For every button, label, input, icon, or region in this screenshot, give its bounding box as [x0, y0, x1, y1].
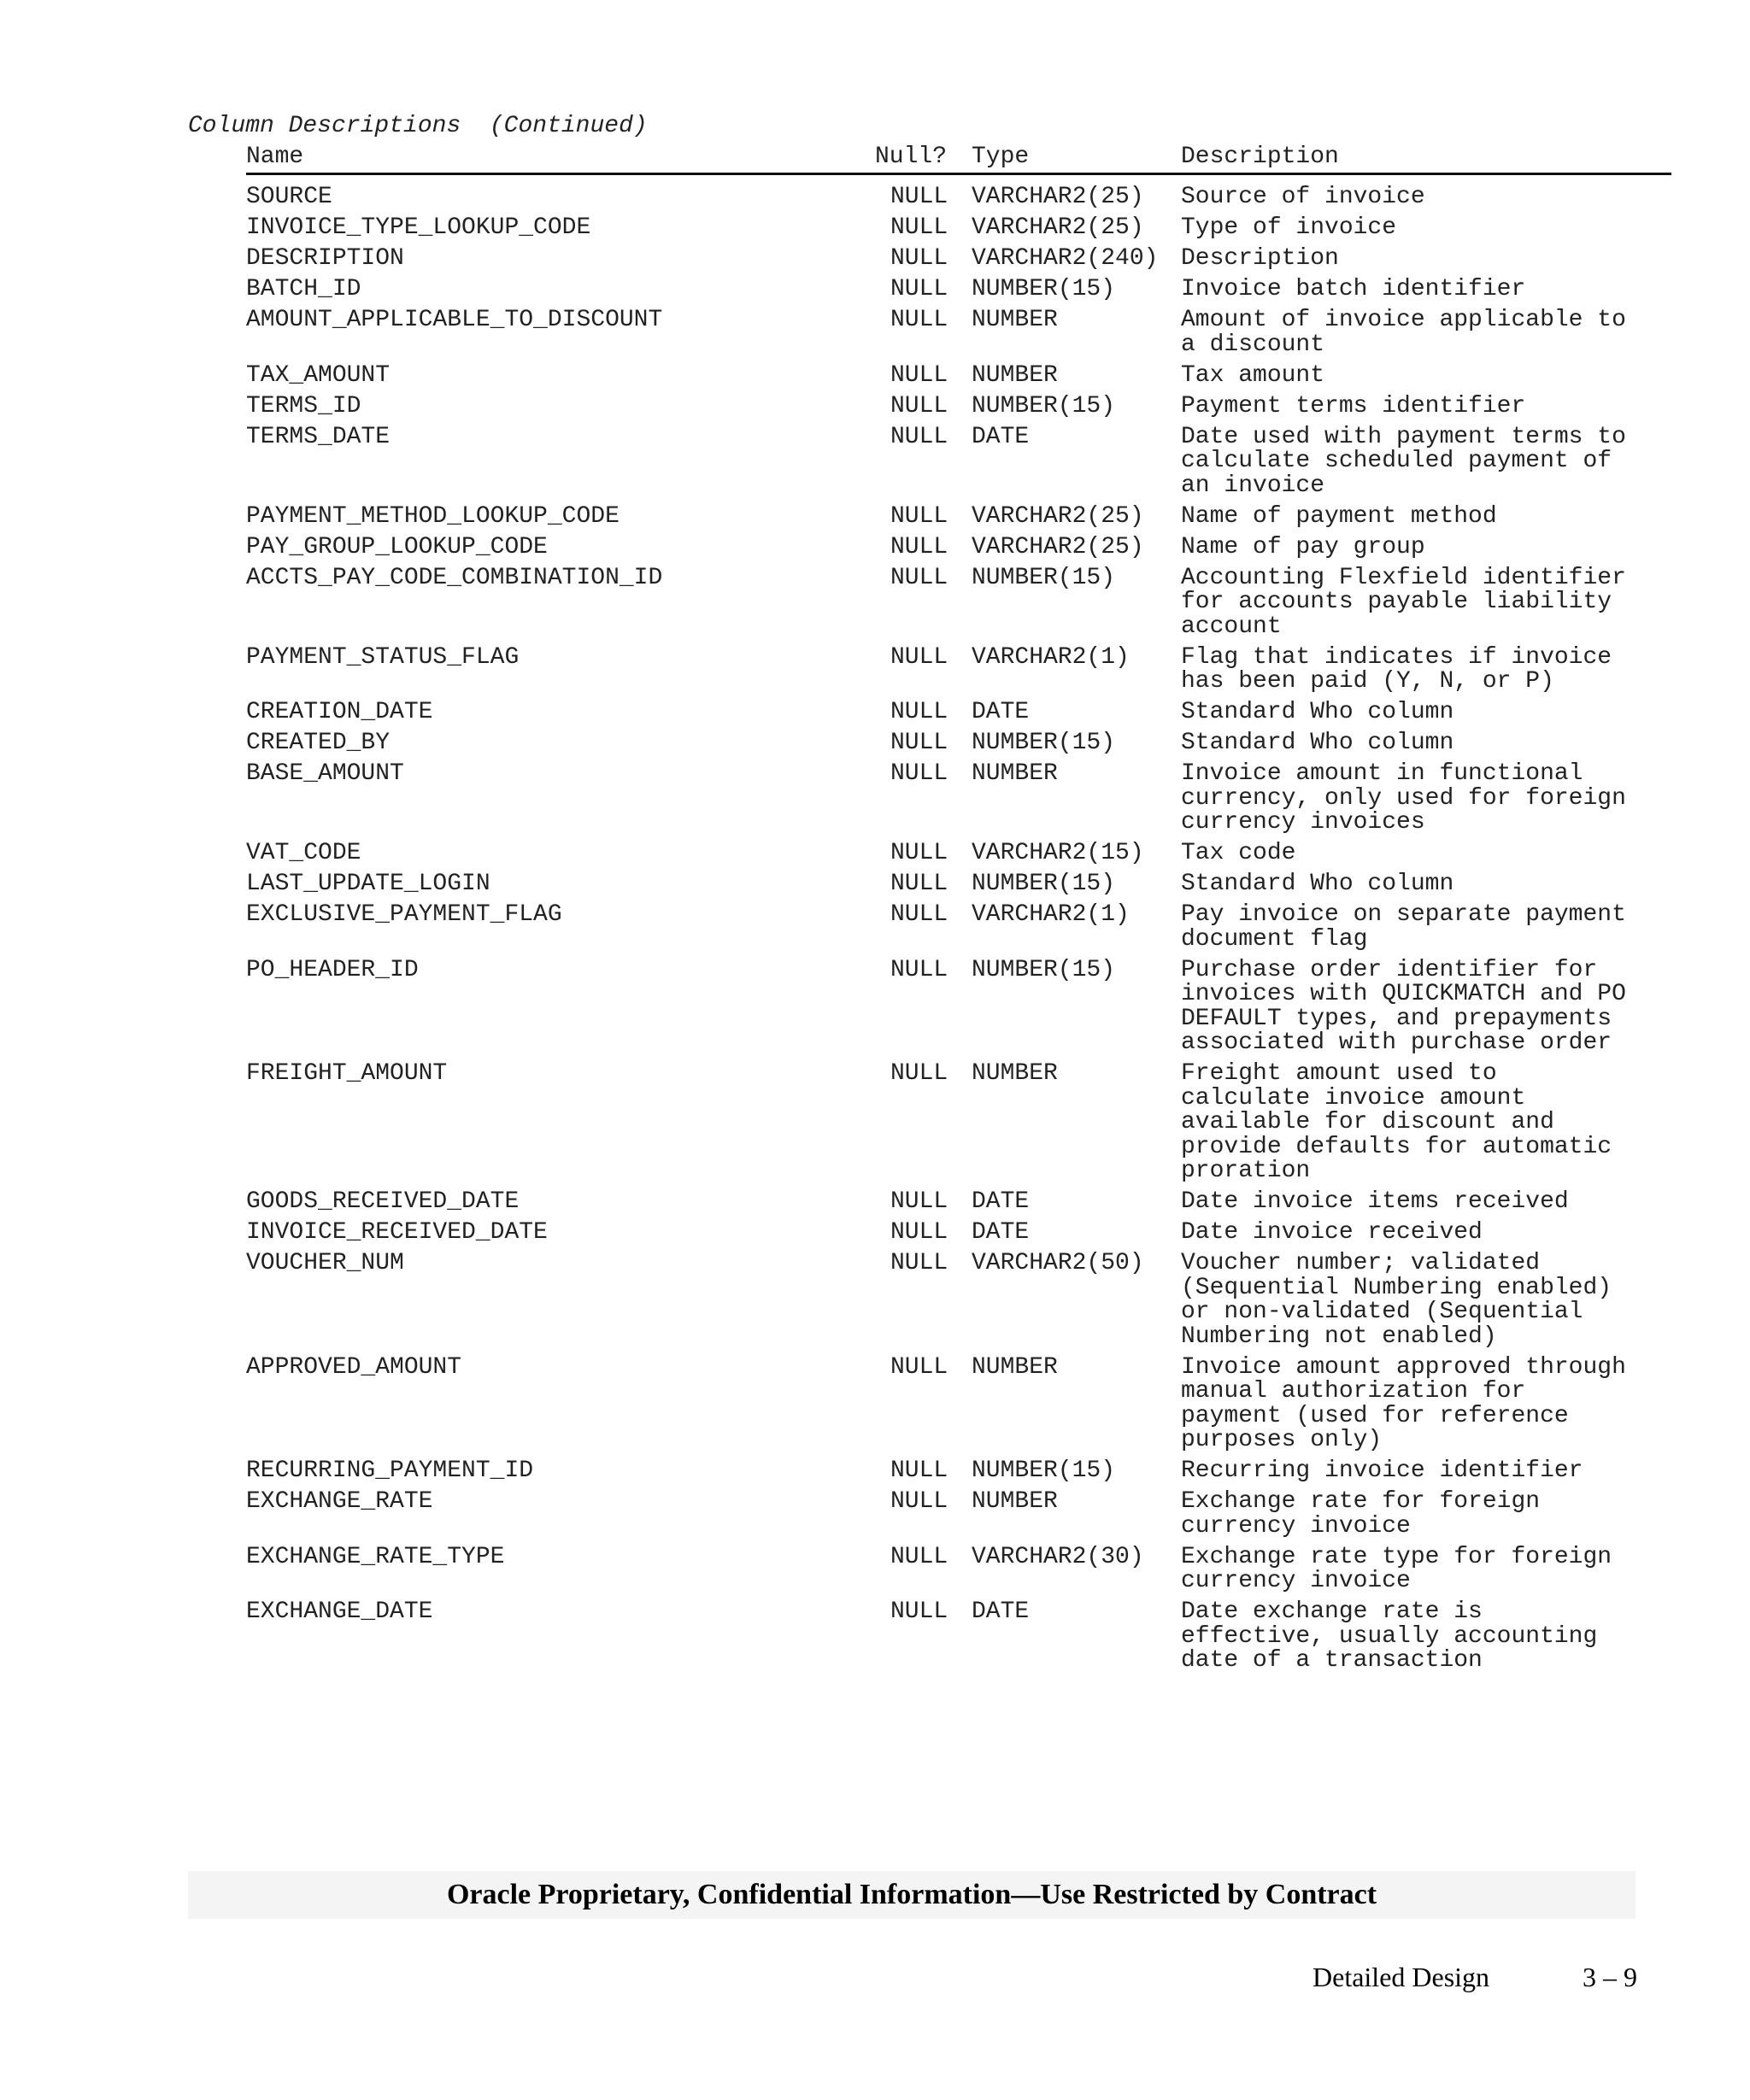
column-name: FREIGHT_AMOUNT [246, 1060, 448, 1087]
table-row [246, 1543, 1671, 1601]
column-null: NULL [890, 184, 948, 210]
column-name: EXCHANGE_RATE_TYPE [246, 1543, 505, 1570]
table-row [246, 425, 1671, 505]
column-description: Invoice amount in functional currency, only used for foreign currency invoices [1181, 760, 1626, 836]
column-type: VARCHAR2(25) [972, 214, 1144, 241]
column-descriptions-table [246, 142, 1671, 1680]
column-name: GOODS_RECEIVED_DATE [246, 1188, 520, 1215]
column-type: VARCHAR2(1) [972, 901, 1130, 928]
column-null: NULL [890, 245, 948, 272]
column-name: PAY_GROUP_LOOKUP_CODE [246, 533, 548, 560]
column-description: Amount of invoice applicable to a discount [1181, 307, 1626, 358]
column-name: LAST_UPDATE_LOGIN [246, 871, 490, 897]
column-null: NULL [890, 307, 948, 333]
column-type: DATE [972, 423, 1030, 450]
column-type: NUMBER(15) [972, 276, 1116, 302]
header-name: Name [246, 144, 304, 170]
column-null: NULL [890, 1250, 948, 1276]
column-null: NULL [890, 533, 948, 560]
table-row [246, 1252, 1671, 1356]
column-description: Description [1181, 245, 1339, 272]
column-name: PAYMENT_METHOD_LOOKUP_CODE [246, 502, 620, 530]
table-row [246, 216, 1671, 247]
column-type: VARCHAR2(25) [972, 184, 1144, 210]
column-description: Pay invoice on separate payment document flag [1181, 901, 1626, 953]
column-name: VAT_CODE [246, 840, 361, 866]
column-name: PO_HEADER_ID [246, 956, 419, 983]
column-name: INVOICE_RECEIVED_DATE [246, 1219, 548, 1246]
column-name: AMOUNT_APPLICABLE_TO_DISCOUNT [246, 307, 663, 333]
page-number: 3 – 9 [1583, 1962, 1637, 1992]
page-heading: Column Descriptions (Continued) [188, 113, 648, 139]
table-row [246, 762, 1671, 842]
header-type: Type [972, 144, 1030, 170]
column-description: Exchange rate for foreign currency invoice [1181, 1488, 1541, 1540]
column-description: Date used with payment terms to calculate scheduled payment of an invoice [1181, 423, 1626, 499]
section-title: Detailed Design [1312, 1962, 1490, 1992]
header-null: Null? [875, 144, 948, 170]
column-name: EXCHANGE_RATE [246, 1488, 433, 1515]
column-description: Name of pay group [1181, 533, 1425, 560]
column-description: Payment terms identifier [1181, 392, 1526, 419]
column-null: NULL [890, 760, 948, 787]
column-description: Recurring invoice identifier [1181, 1458, 1583, 1484]
column-type: DATE [972, 1598, 1030, 1625]
column-null: NULL [890, 956, 948, 983]
column-type: NUMBER(15) [972, 564, 1116, 591]
column-type: VARCHAR2(30) [972, 1543, 1144, 1570]
table-row [246, 533, 1671, 566]
table-row [246, 731, 1671, 762]
table-row [246, 872, 1671, 903]
column-description: Exchange rate type for foreign currency invoice [1181, 1543, 1612, 1594]
column-null: NULL [890, 564, 948, 591]
column-description: Tax code [1181, 840, 1296, 866]
table-row [246, 247, 1671, 278]
table-row [246, 1490, 1671, 1546]
column-type: NUMBER(15) [972, 871, 1116, 897]
column-null: NULL [890, 699, 948, 725]
column-type: NUMBER(15) [972, 392, 1116, 419]
table-header [246, 142, 1671, 175]
column-type: DATE [972, 699, 1030, 725]
table-row [246, 1221, 1671, 1252]
column-description: Name of payment method [1181, 502, 1497, 530]
header-description: Description [1181, 144, 1339, 170]
table-row [246, 1459, 1671, 1490]
table-body [246, 185, 1671, 1680]
table-row [246, 1190, 1671, 1221]
table-row [246, 842, 1671, 872]
column-type: VARCHAR2(50) [972, 1250, 1144, 1276]
column-description: Voucher number; validated (Sequential Numbering enabled) or non-validated (Sequential Numbering not enabled) [1181, 1250, 1612, 1350]
column-type: NUMBER [972, 361, 1058, 389]
table-row [246, 566, 1671, 646]
table-row [246, 1353, 1671, 1460]
table-row [246, 643, 1671, 701]
table-row [246, 701, 1671, 731]
column-null: NULL [890, 1188, 948, 1215]
column-name: DESCRIPTION [246, 245, 404, 272]
column-name: BATCH_ID [246, 276, 361, 302]
column-type: NUMBER [972, 1488, 1058, 1515]
column-null: NULL [890, 361, 948, 389]
column-null: NULL [890, 392, 948, 419]
column-name: APPROVED_AMOUNT [246, 1353, 462, 1381]
table-row [246, 502, 1671, 536]
column-description: Purchase order identifier for invoices with QUICKMATCH and PO DEFAULT types, and prepayments associated with purchase order [1181, 956, 1626, 1056]
column-type: NUMBER(15) [972, 956, 1116, 983]
column-type: NUMBER [972, 307, 1058, 333]
column-type: DATE [972, 1188, 1030, 1215]
column-null: NULL [890, 730, 948, 756]
column-description: Invoice batch identifier [1181, 276, 1526, 302]
column-type: VARCHAR2(240) [972, 245, 1159, 272]
column-type: NUMBER [972, 1060, 1058, 1087]
column-description: Tax amount [1181, 361, 1325, 389]
column-name: RECURRING_PAYMENT_ID [246, 1458, 534, 1484]
table-row [246, 185, 1671, 216]
column-null: NULL [890, 1458, 948, 1484]
column-null: NULL [890, 1353, 948, 1381]
column-name: PAYMENT_STATUS_FLAG [246, 643, 520, 671]
table-row [246, 1062, 1671, 1190]
column-type: NUMBER(15) [972, 730, 1116, 756]
column-description: Date invoice received [1181, 1219, 1483, 1246]
column-description: Flag that indicates if invoice has been paid (Y, N, or P) [1181, 643, 1612, 695]
column-name: ACCTS_PAY_CODE_COMBINATION_ID [246, 564, 663, 591]
column-type: DATE [972, 1219, 1030, 1246]
column-null: NULL [890, 214, 948, 241]
column-description: Standard Who column [1181, 699, 1454, 725]
column-null: NULL [890, 276, 948, 302]
column-name: SOURCE [246, 184, 332, 210]
table-row [246, 956, 1671, 1063]
column-type: NUMBER [972, 760, 1058, 787]
column-null: NULL [890, 1488, 948, 1515]
column-null: NULL [890, 643, 948, 671]
column-null: NULL [890, 840, 948, 866]
table-row [246, 903, 1671, 959]
column-null: NULL [890, 502, 948, 530]
column-null: NULL [890, 901, 948, 928]
column-description: Accounting Flexfield identifier for accounts payable liability account [1181, 564, 1626, 640]
column-type: VARCHAR2(1) [972, 643, 1130, 671]
column-type: VARCHAR2(25) [972, 502, 1144, 530]
column-type: VARCHAR2(25) [972, 533, 1144, 560]
confidentiality-banner: Oracle Proprietary, Confidential Information––Use Restricted by Contract [188, 1871, 1635, 1919]
column-name: EXCHANGE_DATE [246, 1598, 433, 1625]
column-description: Standard Who column [1181, 730, 1454, 756]
column-description: Date exchange rate is effective, usually accounting date of a transaction [1181, 1598, 1598, 1674]
column-null: NULL [890, 423, 948, 450]
column-null: NULL [890, 1219, 948, 1246]
column-description: Type of invoice [1181, 214, 1397, 241]
column-name: BASE_AMOUNT [246, 760, 404, 787]
column-null: NULL [890, 1543, 948, 1570]
column-name: CREATED_BY [246, 730, 391, 756]
column-name: EXCLUSIVE_PAYMENT_FLAG [246, 901, 562, 928]
column-null: NULL [890, 871, 948, 897]
column-null: NULL [890, 1598, 948, 1625]
table-row [246, 308, 1671, 364]
column-name: TAX_AMOUNT [246, 361, 391, 389]
column-type: NUMBER(15) [972, 1458, 1116, 1484]
table-row [246, 278, 1671, 308]
column-description: Source of invoice [1181, 184, 1425, 210]
column-null: NULL [890, 1060, 948, 1087]
column-name: CREATION_DATE [246, 699, 433, 725]
column-description: Invoice amount approved through manual authorization for payment (used for reference purposes only) [1181, 1353, 1626, 1453]
table-row [246, 392, 1671, 425]
column-name: INVOICE_TYPE_LOOKUP_CODE [246, 214, 591, 241]
column-type: NUMBER [972, 1353, 1058, 1381]
table-row [246, 361, 1671, 395]
column-name: VOUCHER_NUM [246, 1250, 404, 1276]
column-type: VARCHAR2(15) [972, 840, 1144, 866]
column-name: TERMS_DATE [246, 423, 391, 450]
column-description: Freight amount used to calculate invoice amount available for discount and provide defaults for automatic proration [1181, 1060, 1612, 1184]
table-row [246, 1600, 1671, 1680]
column-name: TERMS_ID [246, 392, 361, 419]
column-description: Standard Who column [1181, 871, 1454, 897]
column-description: Date invoice items received [1181, 1188, 1569, 1215]
